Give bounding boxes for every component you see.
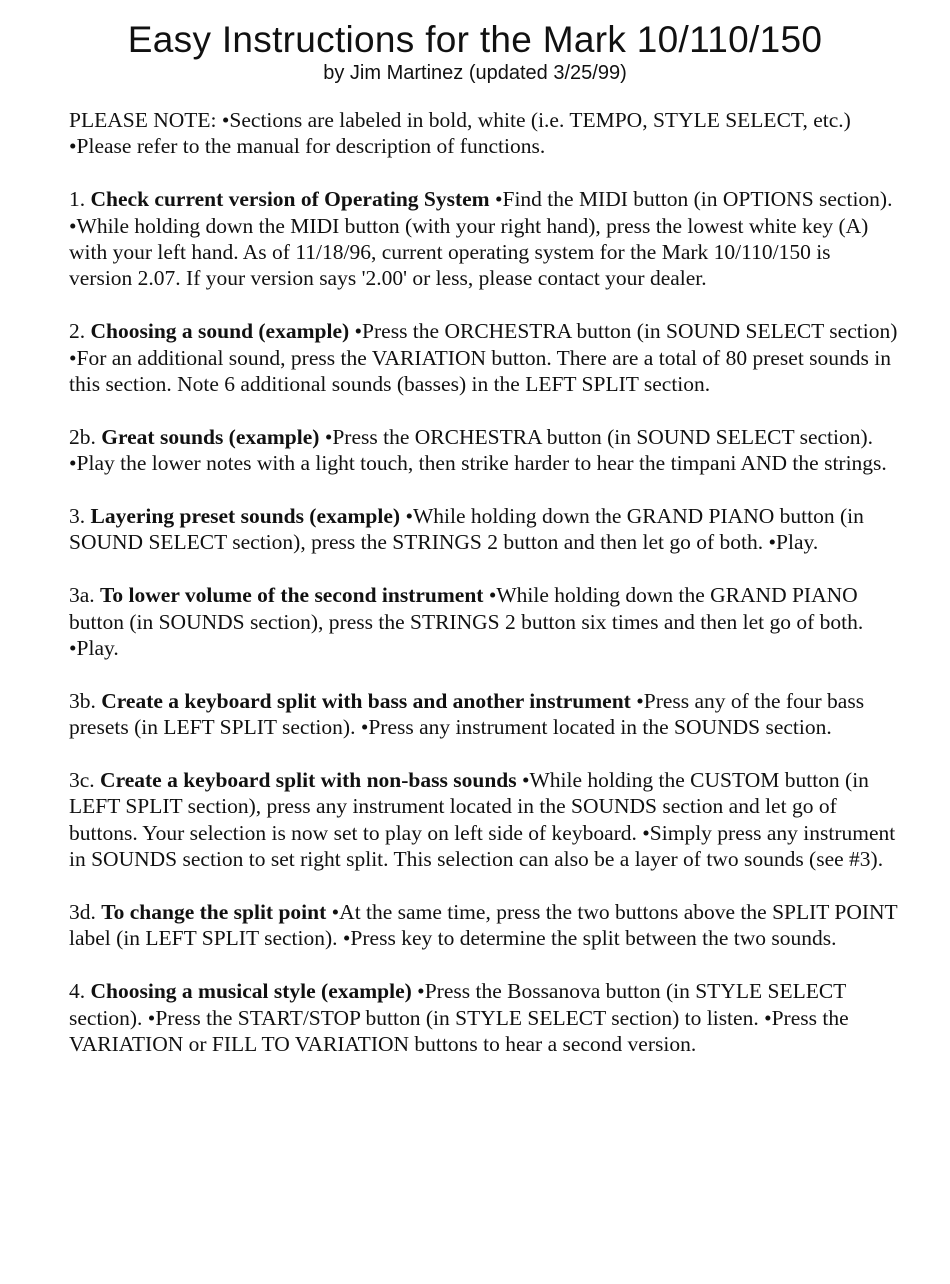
section-heading: To lower volume of the second instrument [100,583,484,608]
section-heading: Great sounds (example) [101,424,320,449]
section-heading: Check current version of Operating System [90,187,490,212]
section-body: •Press the ORCHESTRA button (in SOUND SELECT section). •Play the lower notes with a light touch, then strike harder to hear the timpani AND the strings. [69,424,887,476]
page-title: Easy Instructions for the Mark 10/110/150 [127,19,823,60]
section-body: •While holding the CUSTOM button (in LEFT SPLIT section), press any instrument located in the SOUNDS section and let go of buttons. Your selection is now set to play on left side of keyboard. •Simply press any instrument in SOUNDS section to set right split. This selection can also be a layer of two sounds (see #3). [69,768,896,872]
section-4 [69,978,899,1057]
section-number: 3a. [69,583,95,608]
section-body: •Press the ORCHESTRA button (in SOUND SELECT section) •For an additional sound, press the VARIATION button. There are a total of 80 preset sounds in this section. Note 6 additional sounds (basses) in the LEFT SPLIT section. [69,319,898,397]
section-body: •At the same time, press the two buttons above the SPLIT POINT label (in LEFT SPLIT section). •Press key to determine the split between the two sounds. [69,900,898,951]
section-heading: Create a keyboard split with bass and another instrument [101,688,631,713]
section-body: •Find the MIDI button (in OPTIONS section). •While holding down the MIDI button (with your right hand), press the lowest white key (A) with your left hand. As of 11/18/96, current operating system for the Mark 10/110/150 is version 2.07. If your version says '2.00' or less, please contact your dealer. [69,187,893,291]
section-3d [69,899,899,952]
section-body: •Press any of the four bass presets (in LEFT SPLIT section). •Press any instrument located in the SOUNDS section. [69,688,865,740]
section-number: 2b. [69,424,96,449]
section-heading: Layering preset sounds (example) [90,504,401,529]
section-number: 2. [69,319,86,344]
section-number: 3c. [69,768,95,793]
section-number: 3d. [69,900,96,925]
section-3c [69,767,899,873]
section-2 [69,318,899,397]
section-heading: Create a keyboard split with non-bass sounds [100,768,517,793]
section-heading: To change the split point [101,900,327,925]
section-number: 3b. [69,688,96,713]
please-note: PLEASE NOTE: •Sections are labeled in bold, white (i.e. TEMPO, STYLE SELECT, etc.) •Please refer to the manual for description of functions. [69,108,851,159]
section-2b [69,424,899,477]
section-3b [69,688,899,741]
section-number: 4. [69,979,86,1004]
section-body: •While holding down the GRAND PIANO button (in SOUND SELECT section), press the STRINGS 2 button and then let go of both. •Play. [69,504,864,555]
section-1 [69,186,899,292]
section-3 [69,503,899,556]
section-3a [69,582,899,661]
instructions-body [69,107,899,1084]
section-body: •Press the Bossanova button (in STYLE SELECT section). •Press the START/STOP button (in STYLE SELECT section) to listen. •Press the VARIATION or FILL TO VARIATION buttons to hear a second version. [69,979,849,1057]
section-heading: Choosing a musical style (example) [90,979,412,1004]
section-heading: Choosing a sound (example) [90,319,350,344]
section-body: •While holding down the GRAND PIANO button (in SOUNDS section), press the STRINGS 2 button six times and then let go of both. •Play. [69,583,864,661]
byline: by Jim Martinez (updated 3/25/99) [323,62,627,84]
section-number: 3. [69,504,86,529]
section-number: 1. [69,187,86,212]
